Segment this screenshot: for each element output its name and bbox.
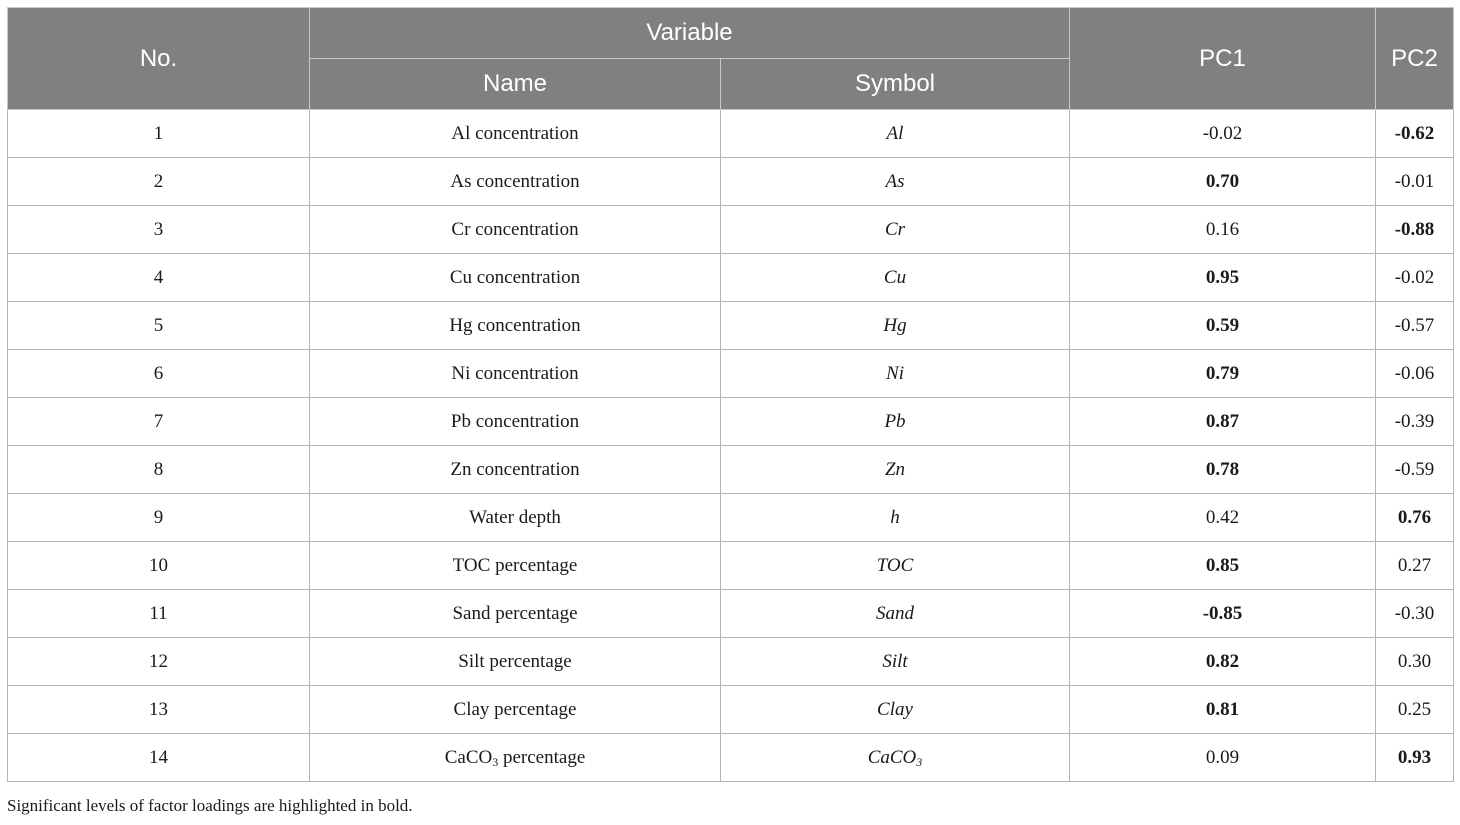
cell-symbol: Al [721, 110, 1070, 158]
header-pc1: PC1 [1070, 8, 1376, 110]
cell-pc2: 0.93 [1376, 734, 1454, 782]
cell-symbol: h [721, 494, 1070, 542]
cell-symbol: Pb [721, 398, 1070, 446]
cell-pc2: -0.62 [1376, 110, 1454, 158]
cell-name: As concentration [310, 158, 721, 206]
cell-pc2: -0.01 [1376, 158, 1454, 206]
header-pc2: PC2 [1376, 8, 1454, 110]
cell-symbol: Cu [721, 254, 1070, 302]
cell-name: TOC percentage [310, 542, 721, 590]
table-row [8, 638, 1454, 686]
cell-no: 9 [8, 494, 310, 542]
pca-loadings-table [7, 7, 1454, 782]
header-no: No. [8, 8, 310, 110]
cell-pc2: -0.88 [1376, 206, 1454, 254]
cell-no: 6 [8, 350, 310, 398]
cell-pc1: 0.79 [1070, 350, 1376, 398]
cell-symbol: Ni [721, 350, 1070, 398]
cell-no: 4 [8, 254, 310, 302]
header-variable: Variable [310, 8, 1070, 59]
table-row [8, 494, 1454, 542]
cell-pc1: 0.16 [1070, 206, 1376, 254]
cell-name: Hg concentration [310, 302, 721, 350]
cell-pc1: 0.70 [1070, 158, 1376, 206]
table-row [8, 254, 1454, 302]
cell-no: 7 [8, 398, 310, 446]
cell-pc1: 0.09 [1070, 734, 1376, 782]
cell-pc2: 0.27 [1376, 542, 1454, 590]
cell-pc2: -0.59 [1376, 446, 1454, 494]
cell-pc2: -0.02 [1376, 254, 1454, 302]
table-row [8, 734, 1454, 782]
cell-no: 3 [8, 206, 310, 254]
cell-pc2: 0.25 [1376, 686, 1454, 734]
cell-no: 13 [8, 686, 310, 734]
cell-symbol: Hg [721, 302, 1070, 350]
table-body [8, 110, 1454, 782]
cell-pc2: -0.57 [1376, 302, 1454, 350]
cell-pc1: 0.87 [1070, 398, 1376, 446]
cell-name: Water depth [310, 494, 721, 542]
cell-name: Cr concentration [310, 206, 721, 254]
cell-name: Pb concentration [310, 398, 721, 446]
cell-symbol: Clay [721, 686, 1070, 734]
table-footnote: Significant levels of factor loadings are highlighted in bold. [7, 796, 413, 815]
cell-symbol: Zn [721, 446, 1070, 494]
cell-no: 11 [8, 590, 310, 638]
cell-pc1: 0.78 [1070, 446, 1376, 494]
cell-no: 1 [8, 110, 310, 158]
cell-pc1: 0.81 [1070, 686, 1376, 734]
cell-no: 5 [8, 302, 310, 350]
cell-pc1: 0.85 [1070, 542, 1376, 590]
cell-name: Silt percentage [310, 638, 721, 686]
cell-no: 10 [8, 542, 310, 590]
header-symbol: Symbol [721, 59, 1070, 110]
cell-name: Sand percentage [310, 590, 721, 638]
cell-no: 12 [8, 638, 310, 686]
cell-name: Cu concentration [310, 254, 721, 302]
header-name: Name [310, 59, 721, 110]
cell-pc1: 0.82 [1070, 638, 1376, 686]
cell-symbol: As [721, 158, 1070, 206]
cell-symbol: Silt [721, 638, 1070, 686]
table-row [8, 398, 1454, 446]
table-row [8, 686, 1454, 734]
cell-name: Clay percentage [310, 686, 721, 734]
cell-symbol: CaCO$_3$ [721, 734, 1070, 782]
cell-no: 14 [8, 734, 310, 782]
table-row [8, 110, 1454, 158]
cell-pc2: -0.06 [1376, 350, 1454, 398]
table-row [8, 206, 1454, 254]
cell-pc1: -0.85 [1070, 590, 1376, 638]
cell-name: CaCO$_3$ percentage [310, 734, 721, 782]
cell-pc2: 0.30 [1376, 638, 1454, 686]
table-row [8, 542, 1454, 590]
table-row [8, 158, 1454, 206]
cell-symbol: TOC [721, 542, 1070, 590]
cell-no: 2 [8, 158, 310, 206]
cell-name: Ni concentration [310, 350, 721, 398]
table-row [8, 590, 1454, 638]
cell-symbol: Sand [721, 590, 1070, 638]
cell-pc1: 0.42 [1070, 494, 1376, 542]
cell-pc2: -0.39 [1376, 398, 1454, 446]
table-row [8, 302, 1454, 350]
cell-symbol: Cr [721, 206, 1070, 254]
table-row [8, 446, 1454, 494]
cell-pc1: -0.02 [1070, 110, 1376, 158]
cell-pc1: 0.95 [1070, 254, 1376, 302]
cell-name: Al concentration [310, 110, 721, 158]
table-row [8, 350, 1454, 398]
cell-no: 8 [8, 446, 310, 494]
cell-pc1: 0.59 [1070, 302, 1376, 350]
cell-pc2: -0.30 [1376, 590, 1454, 638]
cell-name: Zn concentration [310, 446, 721, 494]
cell-pc2: 0.76 [1376, 494, 1454, 542]
